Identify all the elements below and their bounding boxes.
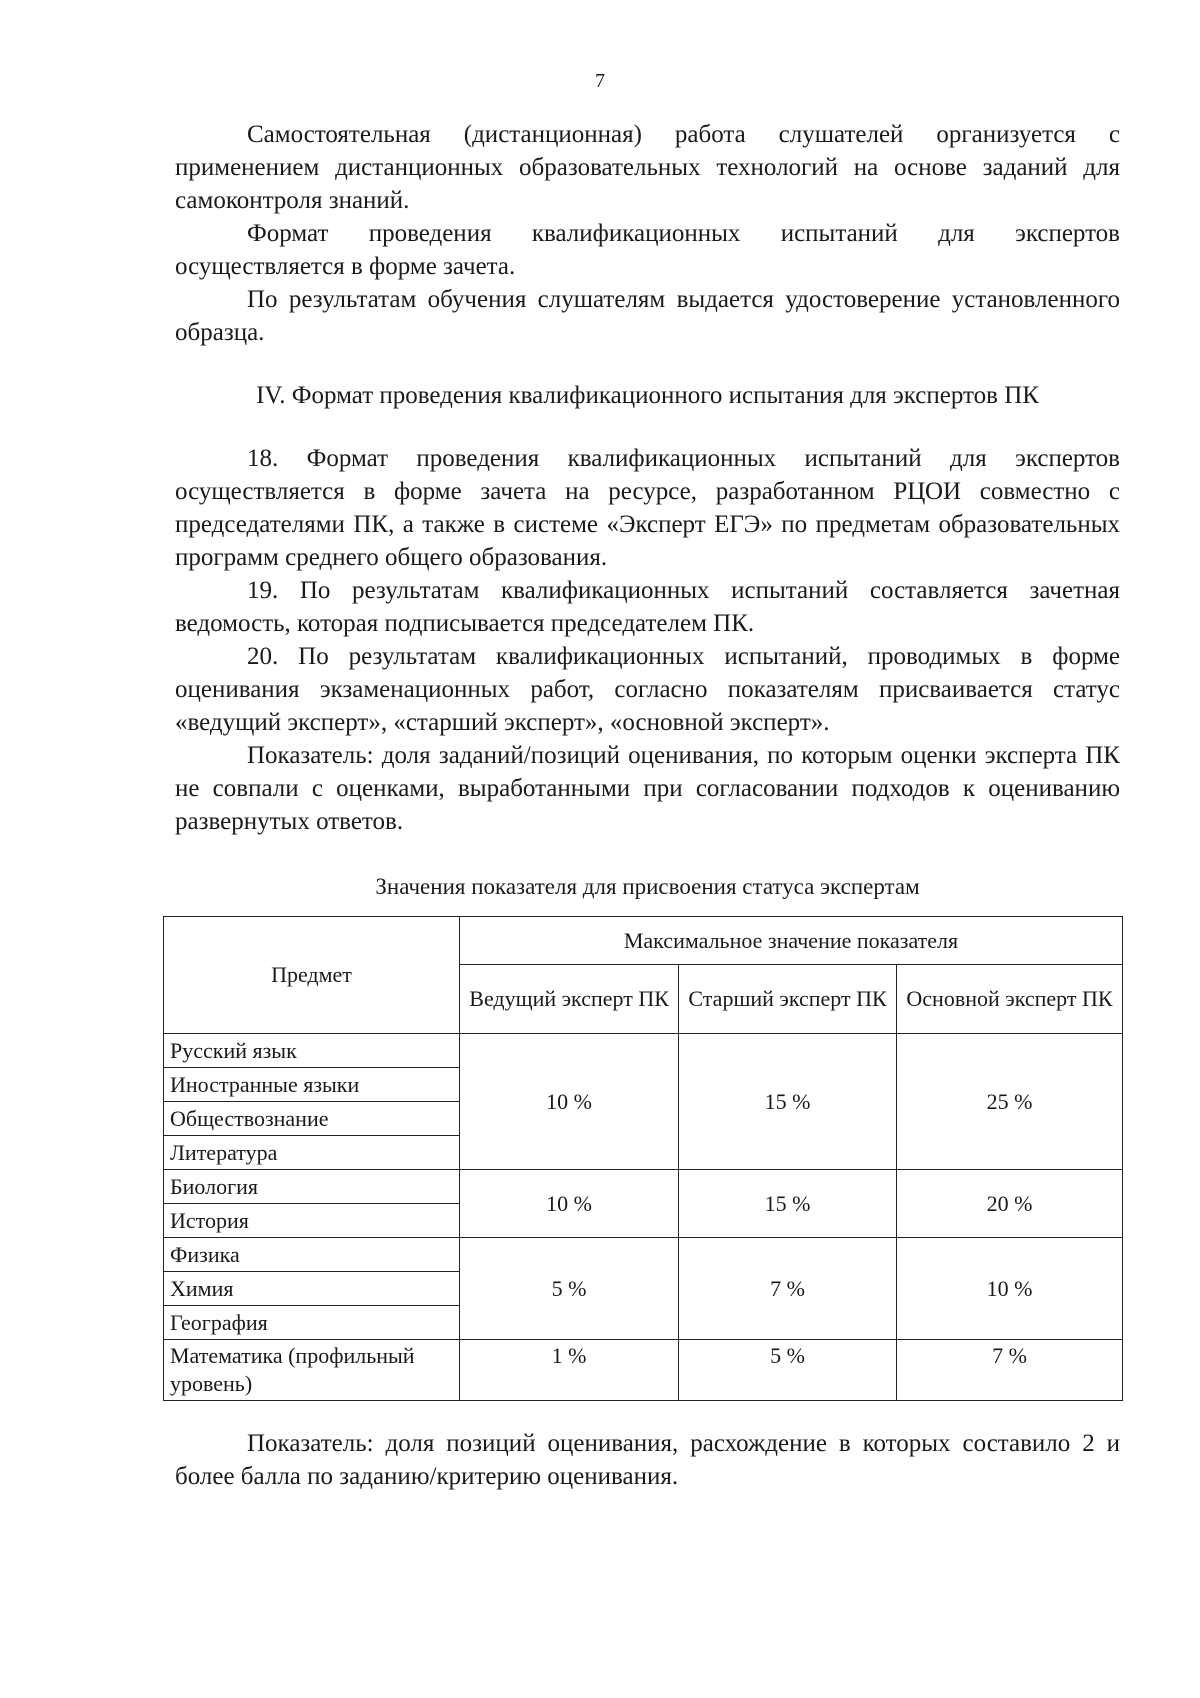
value-cell: 10 % <box>460 1034 679 1170</box>
value-cell: 20 % <box>896 1170 1122 1238</box>
paragraph-18: 18. Формат проведения квалификационных испытаний для экспертов осуществляется в форме зачета на ресурсе, разработанном РЦОИ совместно с председателями ПК, а также в системе «Эксперт ЕГЭ» по предметам образовательных программ среднего общего образования. <box>175 445 1120 571</box>
subject-cell: Биология <box>164 1170 460 1204</box>
status-table <box>163 916 1123 1401</box>
header-max-value: Максимальное значение показателя <box>460 917 1123 965</box>
value-cell: 7 % <box>896 1340 1122 1401</box>
value-cell: 5 % <box>679 1340 897 1401</box>
subject-cell: Иностранные языки <box>164 1068 460 1102</box>
page-number: 7 <box>595 70 605 92</box>
paragraph-distance-work: Самостоятельная (дистанционная) работа слушателей организуется с применением дистанционных образовательных технологий на основе заданий для самоконтроля знаний. <box>175 121 1120 214</box>
subject-cell: Физика <box>164 1238 460 1272</box>
paragraph-20: 20. По результатам квалификационных испытаний, проводимых в форме оценивания экзаменационных работ, согласно показателям присваивается статус «ведущий эксперт», «старший эксперт», «основной эксперт». <box>175 643 1120 736</box>
paragraph-indicator-2: Показатель: доля позиций оценивания, расхождение в которых составило 2 и более балла по заданию/критерию оценивания. <box>175 1430 1120 1490</box>
paragraph-certificate: По результатам обучения слушателям выдается удостоверение установленного образца. <box>175 286 1120 346</box>
value-cell: 15 % <box>679 1034 897 1170</box>
table-row <box>164 1238 1123 1272</box>
table-row <box>164 1034 1123 1068</box>
subject-cell: Математика (профильный уровень) <box>164 1340 460 1401</box>
table-row <box>164 1170 1123 1204</box>
value-cell: 15 % <box>679 1170 897 1238</box>
table-row <box>164 1340 1123 1401</box>
value-cell: 10 % <box>460 1170 679 1238</box>
subject-cell: География <box>164 1306 460 1340</box>
document-body <box>170 118 1120 1493</box>
table-caption: Значения показателя для присвоения статуса экспертам <box>375 874 920 899</box>
paragraph-indicator: Показатель: доля заданий/позиций оценивания, по которым оценки эксперта ПК не совпали с оценками, выработанными при согласовании подходов к оцениванию развернутых ответов. <box>175 742 1120 835</box>
subject-cell: Обществознание <box>164 1102 460 1136</box>
subject-cell: Литература <box>164 1136 460 1170</box>
value-cell: 5 % <box>460 1238 679 1340</box>
subject-cell: История <box>164 1204 460 1238</box>
value-cell: 7 % <box>679 1238 897 1340</box>
header-lead-expert: Ведущий эксперт ПК <box>460 965 679 1034</box>
header-subject: Предмет <box>164 917 460 1034</box>
paragraph-19: 19. По результатам квалификационных испытаний составляется зачетная ведомость, которая подписывается председателем ПК. <box>175 577 1120 637</box>
header-senior-expert: Старший эксперт ПК <box>679 965 897 1034</box>
value-cell: 10 % <box>896 1238 1122 1340</box>
subject-cell: Русский язык <box>164 1034 460 1068</box>
header-main-expert: Основной эксперт ПК <box>896 965 1122 1034</box>
value-cell: 25 % <box>896 1034 1122 1170</box>
value-cell: 1 % <box>460 1340 679 1401</box>
section-heading: IV. Формат проведения квалификационного испытания для экспертов ПК <box>256 382 1039 409</box>
subject-cell: Химия <box>164 1272 460 1306</box>
paragraph-format: Формат проведения квалификационных испытаний для экспертов осуществляется в форме зачета. <box>175 220 1120 280</box>
